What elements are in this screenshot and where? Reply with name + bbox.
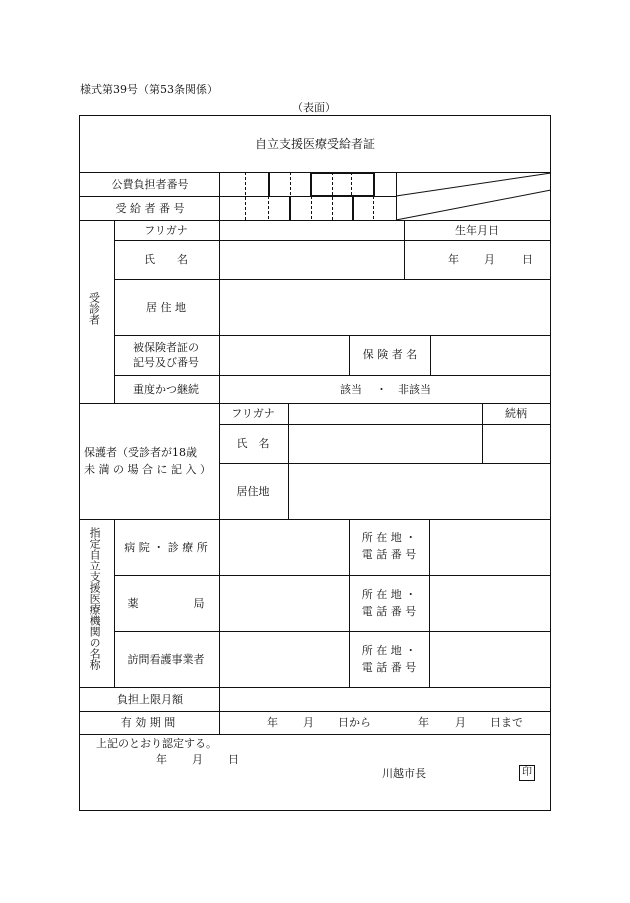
guardian-address-label: 居住地 [236, 485, 270, 498]
validity-from-month: 月 [303, 716, 314, 729]
applicable-option: 該当 [340, 383, 362, 396]
validity-from-year: 年 [267, 716, 278, 729]
hospital-tel-label: 電 話 番 号 [361, 548, 417, 561]
severe-continuous-label: 重度かつ継続 [133, 383, 199, 396]
patient-name-label: 氏 名 [144, 253, 188, 266]
guardian-label-line1: 保護者（受診者が18歳 [84, 446, 197, 459]
cert-year-label: 年 [156, 753, 167, 766]
validity-from-day: 日から [338, 716, 371, 729]
option-separator: ・ [376, 383, 387, 396]
issuer-label: 川越市長 [382, 767, 426, 780]
pharmacy-label: 薬 局 [127, 597, 205, 610]
patient-section-label: 受診者 [87, 292, 101, 325]
form-number: 様式第39号（第53条関係） [80, 83, 218, 96]
home-nursing-label: 訪問看護事業者 [127, 653, 205, 666]
home-nursing-tel-label: 電 話 番 号 [361, 661, 417, 674]
burden-limit-label: 負担上限月額 [117, 693, 183, 706]
patient-address-label: 居 住 地 [146, 301, 186, 314]
birth-date-label: 生年月日 [455, 224, 499, 237]
insured-card-label-line1: 被保険者証の [133, 341, 199, 354]
institution-section-label: 指定自立支援医療機関の名称 [88, 527, 102, 670]
form-side-label: （表面） [292, 101, 336, 114]
cert-day-label: 日 [228, 753, 239, 766]
public-payer-number-label: 公費負担者番号 [111, 178, 189, 191]
birth-day-label: 日 [522, 253, 533, 266]
birth-year-label: 年 [448, 253, 459, 266]
validity-to-day: 日まで [490, 716, 523, 729]
recipient-number-label: 受 給 者 番 号 [115, 202, 185, 215]
guardian-furigana-label: フリガナ [231, 407, 275, 420]
validity-period-label: 有 効 期 間 [120, 716, 176, 729]
cert-month-label: 月 [192, 753, 203, 766]
validity-to-month: 月 [455, 716, 466, 729]
birth-month-label: 月 [484, 253, 495, 266]
not-applicable-option: 非該当 [398, 383, 431, 396]
hospital-address-label: 所 在 地 ・ [361, 531, 417, 544]
pharmacy-tel-label: 電 話 番 号 [361, 605, 417, 618]
form-title: 自立支援医療受給者証 [254, 137, 376, 151]
pharmacy-address-label: 所 在 地 ・ [361, 588, 417, 601]
guardian-name-label: 氏 名 [236, 437, 270, 450]
home-nursing-address-label: 所 在 地 ・ [361, 644, 417, 657]
certification-statement: 上記のとおり認定する。 [96, 737, 217, 750]
validity-to-year: 年 [418, 716, 429, 729]
seal-stamp: 印 [519, 765, 535, 781]
insured-card-label-line2: 記号及び番号 [133, 356, 199, 369]
relationship-label: 続柄 [505, 407, 527, 420]
insurer-name-label: 保 険 者 名 [362, 348, 418, 361]
patient-furigana-label: フリガナ [144, 224, 188, 237]
guardian-label-line2: 未 満 の 場 合 に 記 入 ） [84, 463, 211, 476]
hospital-clinic-label: 病 院 ・ 診 療 所 [124, 541, 208, 554]
